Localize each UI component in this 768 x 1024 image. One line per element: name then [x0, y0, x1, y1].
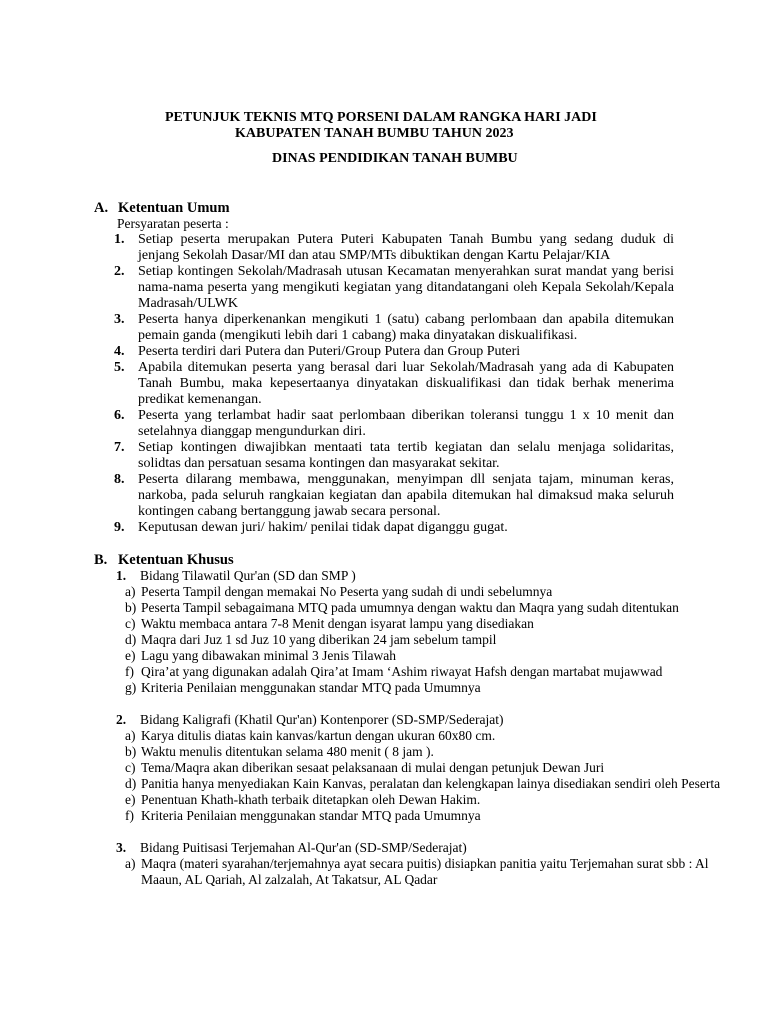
document-body: [0, 200, 768, 888]
list-item: [114, 520, 674, 536]
group-number: 3.: [116, 840, 127, 855]
list-item: [125, 792, 726, 808]
item-number: 3.: [114, 312, 125, 327]
item-text: Qira’at yang digunakan adalah Qira’at Imam ‘Ashim riwayat Hafsh dengan martabat mujawwad: [141, 664, 663, 679]
list-item: [114, 232, 674, 264]
item-text: Panitia hanya menyediakan Kain Kanvas, peralatan dan kelengkapan lainya disediakan sendiri oleh Peserta: [141, 776, 721, 791]
doc-title-line-1: PETUNJUK TEKNIS MTQ PORSENI DALAM RANGKA HARI JADI: [165, 110, 597, 125]
list-item: [125, 664, 726, 680]
item-text: Waktu membaca antara 7-8 Menit dengan isyarat lampu yang disediakan: [141, 616, 534, 631]
item-number: 8.: [114, 472, 125, 487]
item-text: Penentuan Khath-khath terbaik ditetapkan oleh Dewan Hakim.: [141, 792, 481, 807]
item-number: 7.: [114, 440, 125, 455]
list-item: [125, 744, 726, 760]
item-text: Setiap kontingen Sekolah/Madrasah utusan Kecamatan menyerahkan surat mandat yang berisi nama-nama peserta yang mengikuti kegiatan yang ditandatangani oleh Kepala Sekolah/Kepala Madrasah/ULWK: [138, 264, 674, 311]
section-a-intro: Persyaratan peserta :: [117, 216, 229, 231]
item-text: Setiap kontingen diwajibkan mentaati tata tertib kegiatan dan selalu menjaga solidaritas, solidtas dan persatuan sesama kontingen dan masyarakat sekitar.: [138, 440, 674, 471]
item-text: Peserta terdiri dari Putera dan Puteri/Group Putera dan Group Puteri: [138, 344, 521, 359]
group-title: Bidang Tilawatil Qur'an (SD dan SMP ): [140, 568, 356, 583]
section-a-list: [0, 232, 768, 536]
item-number: 4.: [114, 344, 125, 359]
item-number: 6.: [114, 408, 125, 423]
item-text: Waktu menulis ditentukan selama 480 menit ( 8 jam ).: [141, 744, 434, 759]
doc-title-line-2: KABUPATEN TANAH BUMBU TAHUN 2023: [235, 126, 514, 141]
spacer: [0, 536, 768, 552]
item-letter: e): [125, 792, 136, 807]
list-item: [125, 760, 726, 776]
list-item: [125, 776, 726, 792]
item-letter: b): [125, 600, 137, 615]
group-3-list: [0, 856, 768, 888]
item-letter: a): [125, 728, 136, 743]
group-title: Bidang Kaligrafi (Khatil Qur'an) Kontenporer (SD-SMP/Sederajat): [140, 712, 504, 727]
item-letter: f): [125, 664, 134, 679]
spacer: [0, 696, 768, 712]
item-letter: a): [125, 584, 136, 599]
section-b-group-2: [0, 712, 768, 824]
item-letter: c): [125, 616, 136, 631]
list-item: [114, 344, 674, 360]
item-letter: f): [125, 808, 134, 823]
section-b-title: Ketentuan Khusus: [118, 552, 234, 568]
list-item: [125, 648, 726, 664]
section-b-letter: B.: [94, 552, 108, 568]
item-text: Peserta Tampil sebagaimana MTQ pada umumnya dengan waktu dan Maqra yang sudah ditentukan: [141, 600, 679, 615]
item-text: Peserta yang terlambat hadir saat perlombaan diberikan toleransi tunggu 1 x 10 menit dan setelahnya dianggap mengundurkan diri.: [138, 408, 674, 439]
item-text: Kriteria Penilaian menggunakan standar MTQ pada Umumnya: [141, 680, 481, 695]
list-item: [125, 616, 726, 632]
item-text: Kriteria Penilaian menggunakan standar MTQ pada Umumnya: [141, 808, 481, 823]
item-letter: d): [125, 776, 137, 791]
section-a-heading: [94, 200, 768, 216]
spacer: [0, 824, 768, 840]
item-number: 9.: [114, 520, 125, 535]
item-text: Karya ditulis diatas kain kanvas/kartun dengan ukuran 60x80 cm.: [141, 728, 496, 743]
list-item: [114, 312, 674, 344]
group-number: 1.: [116, 568, 127, 583]
section-b-group-1: [0, 568, 768, 696]
group-heading: [116, 568, 768, 584]
item-letter: d): [125, 632, 137, 647]
doc-title-line-3: DINAS PENDIDIKAN TANAH BUMBU: [272, 151, 518, 166]
group-title: Bidang Puitisasi Terjemahan Al-Qur'an (SD-SMP/Sederajat): [140, 840, 467, 855]
group-2-list: [0, 728, 768, 824]
list-item: [114, 408, 674, 440]
item-letter: g): [125, 680, 137, 695]
item-text: Setiap peserta merupakan Putera Puteri Kabupaten Tanah Bumbu yang sedang duduk di jenjang Sekolah Dasar/MI dan atau SMP/MTs dibuktikan dengan Kartu Pelajar/KIA: [138, 232, 674, 263]
item-text: Keputusan dewan juri/ hakim/ penilai tidak dapat diganggu gugat.: [138, 520, 508, 535]
group-1-list: [0, 584, 768, 696]
item-letter: a): [125, 856, 136, 871]
item-letter: e): [125, 648, 136, 663]
item-text: Peserta dilarang membawa, menggunakan, menyimpan dll senjata tajam, minuman keras, narkoba, pada seluruh rangkaian kegiatan dan apabila ditemukan hal dimaksud maka seluruh kontingen cabang bertanggung jawab secara personal.: [138, 472, 674, 519]
section-b-group-3: [0, 840, 768, 888]
list-item: [125, 680, 726, 696]
section-b-heading: [94, 552, 768, 568]
section-a-letter: A.: [94, 200, 109, 216]
list-item: [125, 632, 726, 648]
group-number: 2.: [116, 712, 127, 727]
item-text: Maqra dari Juz 1 sd Juz 10 yang diberikan 24 jam sebelum tampil: [141, 632, 497, 647]
item-letter: b): [125, 744, 137, 759]
item-text: Tema/Maqra akan diberikan sesaat pelaksanaan di mulai dengan petunjuk Dewan Juri: [141, 760, 605, 775]
item-number: 5.: [114, 360, 125, 375]
item-text: Maqra (materi syarahan/terjemahnya ayat secara puitis) disiapkan panitia yaitu Terjemahan surat sbb : Al Maaun, AL Qariah, Al zalzalah, At Takatsur, AL Qadar: [141, 856, 709, 887]
list-item: [114, 440, 674, 472]
list-item: [114, 472, 674, 520]
list-item: [125, 856, 726, 888]
list-item: [125, 584, 726, 600]
section-a-title: Ketentuan Umum: [118, 200, 230, 216]
list-item: [125, 600, 726, 616]
list-item: [114, 360, 674, 408]
group-heading: [116, 712, 768, 728]
group-heading: [116, 840, 768, 856]
item-text: Peserta Tampil dengan memakai No Peserta yang sudah di undi sebelumnya: [141, 584, 553, 599]
item-number: 1.: [114, 232, 125, 247]
item-text: Apabila ditemukan peserta yang berasal dari luar Sekolah/Madrasah yang ada di Kabupaten Tanah Bumbu, maka kepesertaanya dinyatakan diskualifikasi dan tidak berhak menerima predikat kemenangan.: [138, 360, 674, 407]
item-text: Lagu yang dibawakan minimal 3 Jenis Tilawah: [141, 648, 396, 663]
item-letter: c): [125, 760, 136, 775]
list-item: [125, 808, 726, 824]
item-number: 2.: [114, 264, 125, 279]
list-item: [114, 264, 674, 312]
item-text: Peserta hanya diperkenankan mengikuti 1 (satu) cabang perlombaan dan apabila ditemukan pemain ganda (mengikuti lebih dari 1 cabang) maka dinyatakan diskualifikasi.: [138, 312, 674, 343]
list-item: [125, 728, 726, 744]
